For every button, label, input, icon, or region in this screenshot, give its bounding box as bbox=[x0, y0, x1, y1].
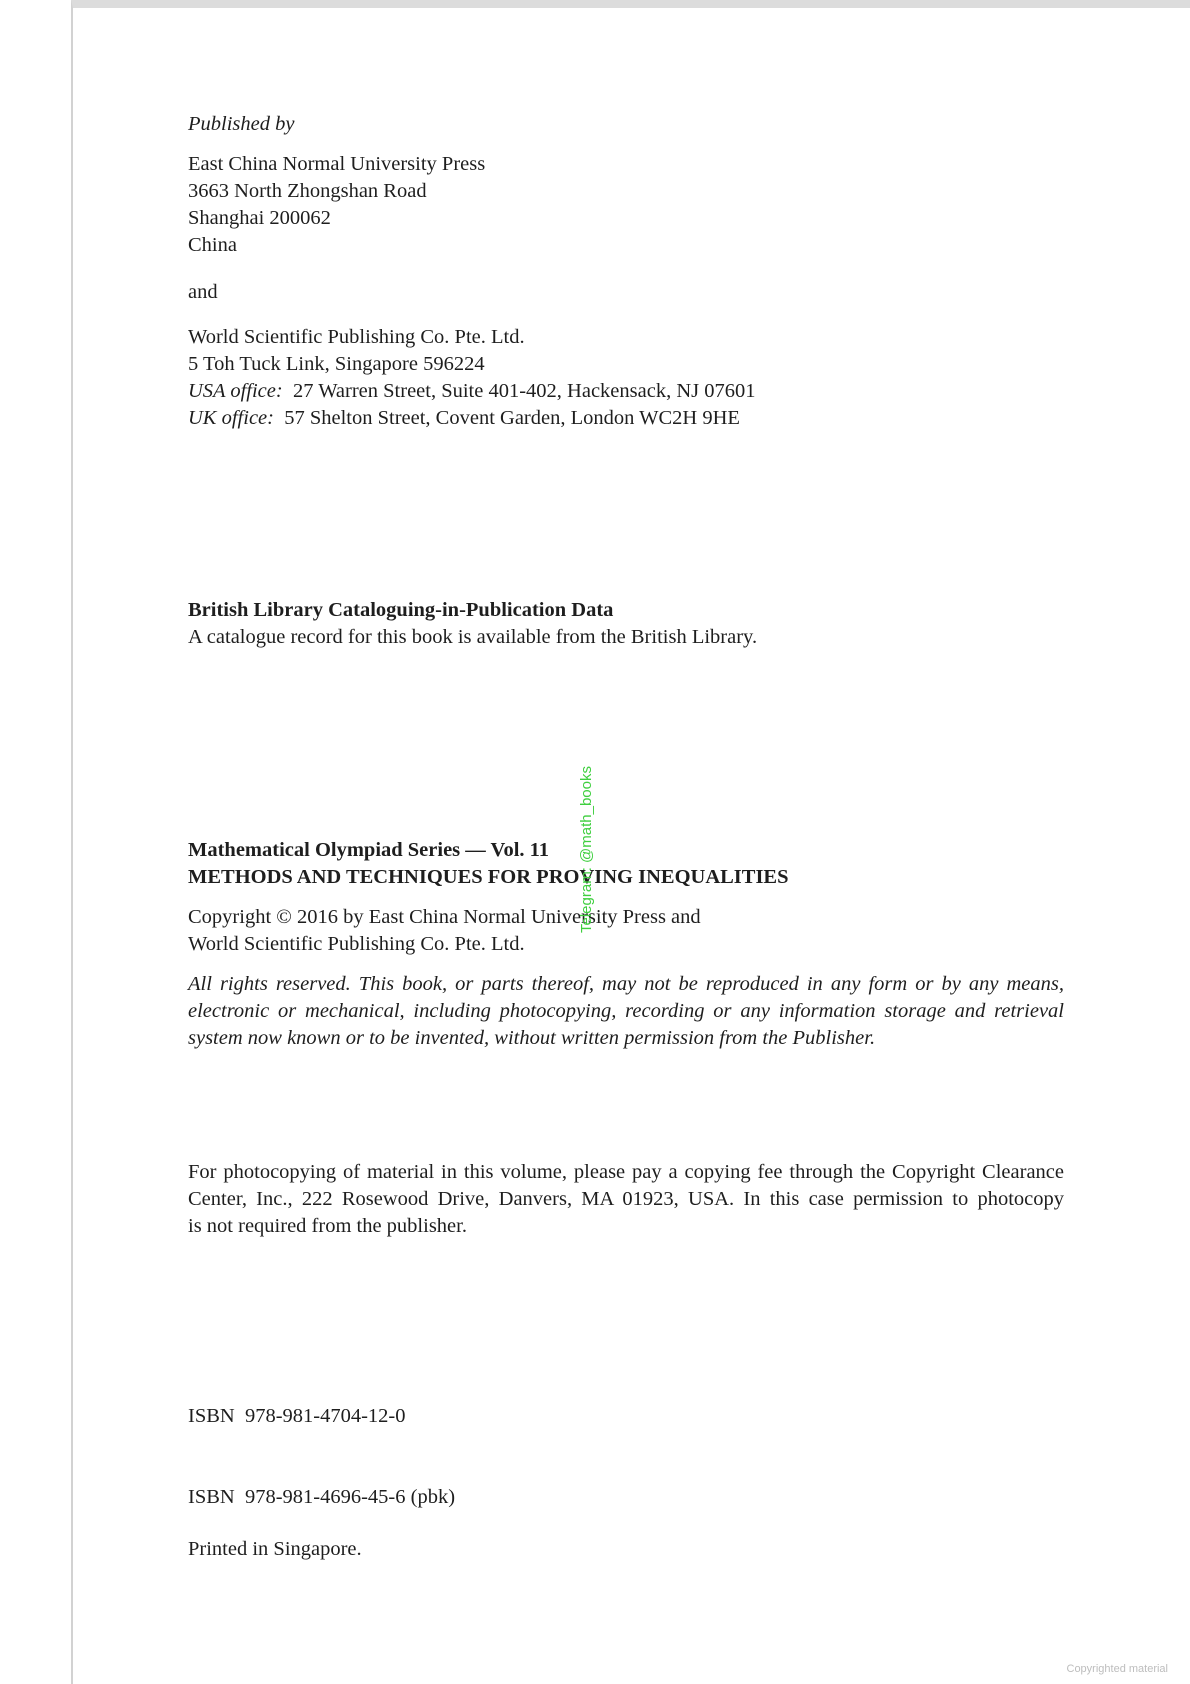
press-address-block bbox=[188, 151, 485, 259]
series-block bbox=[188, 837, 789, 891]
book-title: METHODS AND TECHNIQUES FOR PROVING INEQUALITIES bbox=[188, 866, 789, 888]
copyright-line-2: World Scientific Publishing Co. Pte. Ltd. bbox=[188, 933, 525, 955]
press-city: Shanghai 200062 bbox=[188, 207, 331, 229]
rights-line-1: All rights reserved. This book, or parts thereof, may not be reproduced in any form or by any means, bbox=[188, 973, 1064, 995]
photocopy-block bbox=[188, 1159, 1064, 1240]
copyrighted-material-mark: Copyrighted material bbox=[1066, 1663, 1168, 1675]
series-name: Mathematical Olympiad Series — Vol. 11 bbox=[188, 839, 550, 861]
photocopy-line-1: For photocopying of material in this volume, please pay a copying fee through the Copyright Clearance bbox=[188, 1161, 1064, 1183]
isbn-block bbox=[188, 1349, 455, 1538]
rights-line-3: system now known or to be invented, without written permission from the Publisher. bbox=[188, 1027, 876, 1049]
published-by-label: Published by bbox=[188, 113, 295, 135]
copyright-block bbox=[188, 904, 701, 958]
photocopy-line-2: Center, Inc., 222 Rosewood Drive, Danvers, MA 01923, USA. In this case permission to photocopy bbox=[188, 1188, 1064, 1210]
press-street: 3663 North Zhongshan Road bbox=[188, 180, 427, 202]
telegram-watermark: Telegram: @math_books bbox=[578, 766, 595, 933]
press-name: East China Normal University Press bbox=[188, 153, 486, 175]
press-country: China bbox=[188, 234, 237, 256]
photocopy-line-3: is not required from the publisher. bbox=[188, 1215, 467, 1237]
wsp-usa-office bbox=[188, 378, 755, 405]
rights-line-2: electronic or mechanical, including photocopying, recording or any information storage and retrieval bbox=[188, 1000, 1064, 1022]
uk-office-address: 57 Shelton Street, Covent Garden, London WC2H 9HE bbox=[284, 407, 740, 429]
isbn-hardcover: ISBN 978-981-4704-12-0 bbox=[188, 1405, 406, 1427]
uk-office-label: UK office: bbox=[188, 407, 274, 429]
rights-block bbox=[188, 971, 1064, 1052]
isbn-paperback: ISBN 978-981-4696-45-6 (pbk) bbox=[188, 1486, 456, 1508]
wsp-address: 5 Toh Tuck Link, Singapore 596224 bbox=[188, 353, 485, 375]
and-text: and bbox=[188, 281, 218, 303]
copyright-line-1: Copyright © 2016 by East China Normal University Press and bbox=[188, 906, 701, 928]
printed-in-text: Printed in Singapore. bbox=[188, 1538, 362, 1560]
cip-block bbox=[188, 597, 757, 651]
usa-office-address: 27 Warren Street, Suite 401-402, Hackensack, NJ 07601 bbox=[292, 380, 756, 402]
wsp-address-block bbox=[188, 324, 755, 432]
wsp-name: World Scientific Publishing Co. Pte. Ltd. bbox=[188, 326, 525, 348]
cip-title: British Library Cataloguing-in-Publication Data bbox=[188, 599, 614, 621]
wsp-uk-office bbox=[188, 405, 755, 432]
cip-text: A catalogue record for this book is available from the British Library. bbox=[188, 626, 758, 648]
usa-office-label: USA office: bbox=[188, 380, 283, 402]
